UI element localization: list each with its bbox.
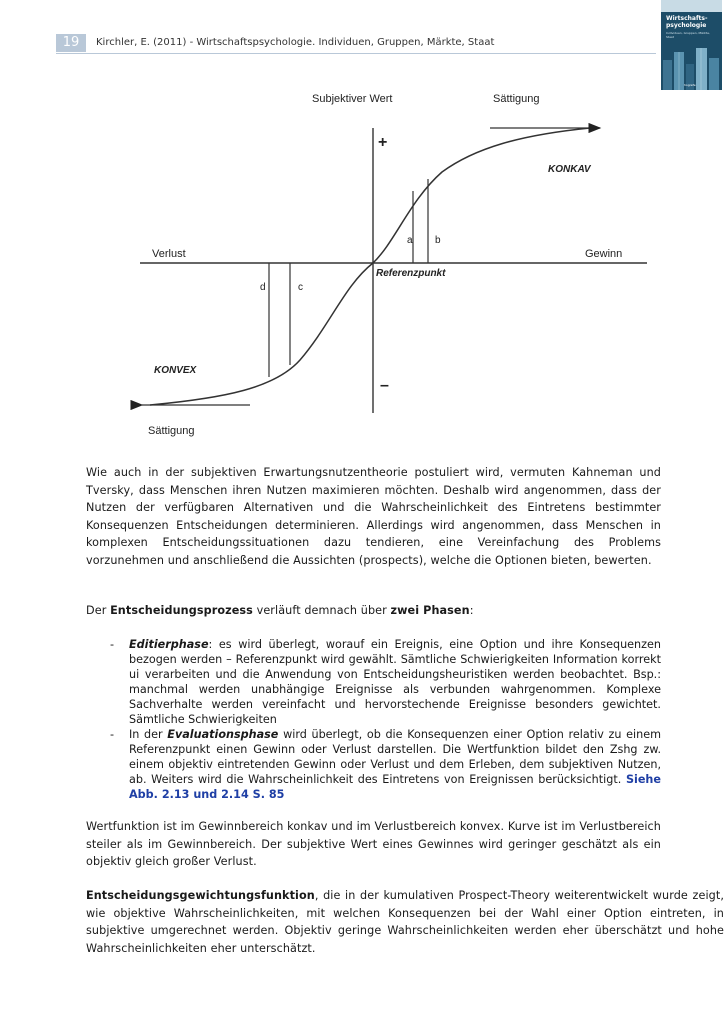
weighting-function-term: Entscheidungsgewichtungsfunktion: [86, 889, 315, 902]
value-function-diagram: [130, 80, 650, 450]
evaluation-phase-text: wird überlegt, ob die Konsequenzen einer Option relativ zu einem Referenzpunkt einen Gewinn oder Verlust darstellen. Die Wertfunktion bildet den Zshg zw. einem objektiv eintretenden Gewinn oder Verlust und dem Erleben, dem subjektiven Nutzen, ab. Weiters wird die Wahrscheinlichkeit des Eintretens von Ereignissen berücksichtigt.: [129, 728, 661, 786]
loss-label: Verlust: [152, 248, 186, 260]
plus-sign: +: [378, 134, 388, 151]
list-dash: -: [110, 638, 115, 651]
cover-subtitle: Individuen, Gruppen, Märkte, Staat: [666, 31, 710, 39]
editing-phase-term: Editierphase: [129, 638, 209, 651]
evaluation-phase-pre: In der: [129, 728, 168, 741]
cover-title-line2: psychologie: [666, 22, 707, 29]
value-function-figure: [130, 80, 650, 450]
figure-reference-link[interactable]: Siehe Abb. 2.13 und 2.14 S. 85: [129, 773, 661, 801]
phase-list: [86, 637, 661, 802]
para2-pre: Der: [86, 604, 111, 617]
paragraph-1-text: Wie auch in der subjektiven Erwartungsnutzentheorie postuliert wird, vermuten Kahneman und Tversky, dass Menschen ihren Nutzen maximieren möchten. Deshalb wird angenommen, dass der Nutzen der verfügbaren Alternativen und die Wahrscheinlichkeit des Eintretens bestimmter Konsequenzen Entscheidungen determinieren. Allerdings wird angenommen, dass Menschen in komplexen Entscheidungssituationen dazu tendieren, eine Vereinfachung des Problems vorzunehmen und anschließend die Aussichten (prospects), welche die Optionen bieten, bewerten.: [86, 466, 661, 567]
paragraph-1: [86, 464, 661, 569]
paragraph-3-text: Wertfunktion ist im Gewinnbereich konkav und im Verlustbereich konvex. Kurve ist im Verlustbereich steiler als im Gewinnbereich. Der subjektive Wert eines Gewinnes wird geringer geschätzt als ein objektiv gleich großer Verlust.: [86, 820, 661, 868]
minus-sign: –: [380, 377, 389, 394]
page-number: 19: [56, 34, 86, 52]
para2-term-process: Entscheidungsprozess: [110, 604, 253, 617]
header-spacer: [0, 33, 56, 53]
list-item: [86, 727, 661, 802]
cover-publisher: hogrefe: [684, 83, 696, 87]
editing-phase-text: : es wird überlegt, worauf ein Ereignis, eine Option und ihre Konsequenzen bezogen werden – Referenzpunkt wird gewählt. Sämtliche Schwierigkeiten Information korrekt ui verarbeiten und die Anwendung von Entscheidungsheuristiken werden beobachtet. Bsp.: manchmal werden unabhängige Ereignisse als verbunden wahrgenommen. Komplexe Sachverhalte werden vereinfacht und hervorstechende Ereignisse besonders gewichtet. Sämtliche Schwierigkeiten: [129, 638, 661, 726]
evaluation-phase-term: Evaluationsphase: [167, 728, 279, 741]
paragraph-4-text: , die in der kumulativen Prospect-Theory weiterentwickelt wurde zeigt, wie objektive Wahrscheinlichkeiten, mit welchen Konsequenzen bei der Wahl einer Option eintreten, in subjektive umgerechnet werden. Objektiv geringe Wahrscheinlichkeiten werden eher überschätzt und hohe Wahrscheinlichkeiten eher unterschätzt.: [86, 889, 724, 955]
running-title: Kirchler, E. (2011) - Wirtschaftspsychologie. Individuen, Gruppen, Märkte, Staat: [96, 37, 495, 48]
list-dash: -: [110, 728, 115, 741]
saturation-label-bottom: Sättigung: [148, 425, 195, 437]
y-axis-title: Subjektiver Wert: [312, 93, 393, 105]
concave-label: KONKAV: [548, 164, 591, 175]
para2-mid: verläuft demnach über: [252, 604, 391, 617]
label-c: c: [298, 282, 303, 293]
reference-point-label: Referenzpunkt: [376, 268, 446, 279]
paragraph-2: [86, 602, 661, 620]
para2-term-phases: zwei Phasen: [390, 604, 470, 617]
paragraph-4: [86, 887, 724, 957]
para2-post: :: [469, 604, 474, 617]
cover-title: [666, 15, 708, 29]
label-a: a: [407, 235, 413, 246]
convex-label: KONVEX: [154, 365, 197, 376]
gain-label: Gewinn: [585, 248, 623, 260]
saturation-label-top: Sättigung: [493, 93, 540, 105]
label-b: b: [435, 235, 441, 246]
cover-top-band: [661, 0, 722, 12]
book-cover-thumbnail: [661, 0, 722, 90]
cover-title-line1: Wirtschafts-: [666, 15, 708, 22]
value-function-curve: [150, 128, 590, 405]
label-d: d: [260, 282, 266, 293]
list-item: [86, 637, 661, 727]
header-divider: [56, 53, 656, 54]
paragraph-3: [86, 818, 661, 871]
